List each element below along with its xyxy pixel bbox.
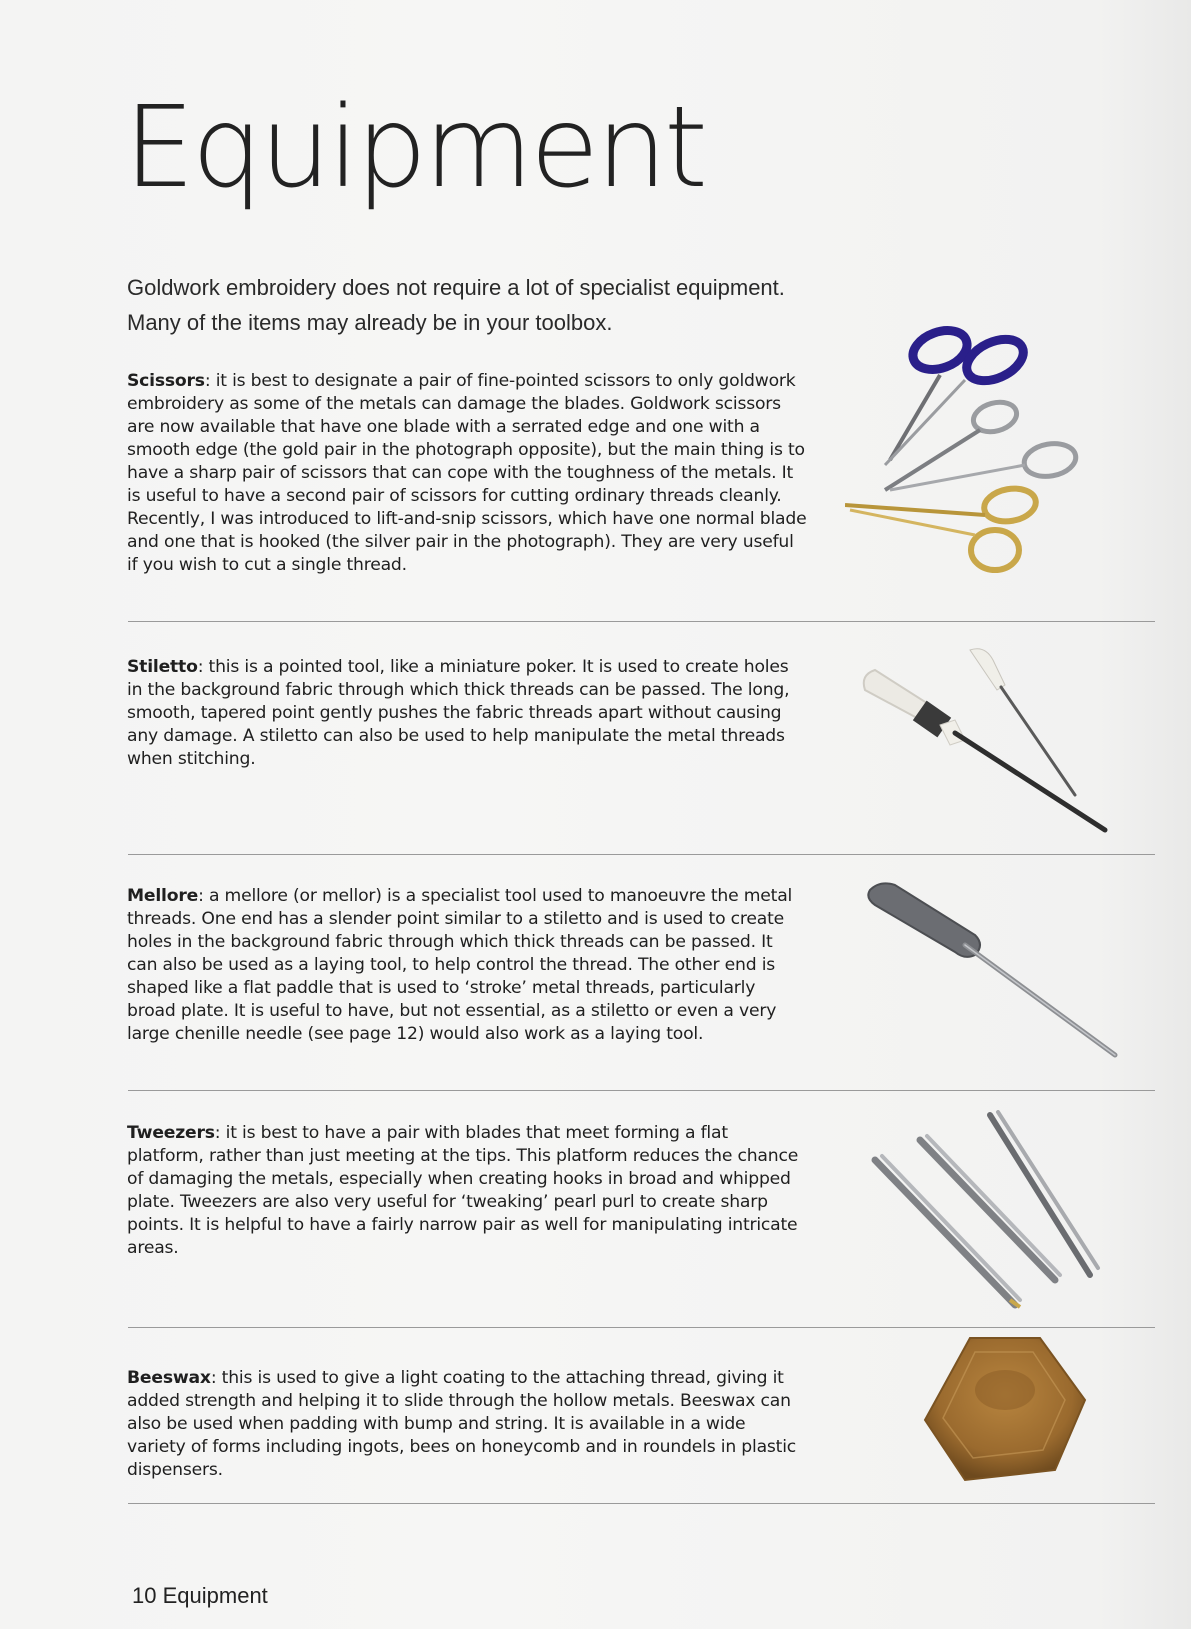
section-divider: [128, 621, 1155, 622]
section-divider: [128, 1327, 1155, 1328]
beeswax-photo: [915, 1330, 1095, 1495]
beeswax-term: Beeswax: [127, 1368, 211, 1388]
small-stiletto-icon: [970, 649, 1075, 795]
beeswax-icon: [925, 1338, 1085, 1480]
tweezers-icon: [875, 1112, 1098, 1307]
tweezers-description: [127, 1122, 807, 1260]
tweezers-text: : it is best to have a pair with blades that meet forming a flat platform, rather than just meeting at the tips. This platform reduces the chance of damaging the metals, especially when creating hooks in broad and whipped plate. Tweezers are also very useful for ‘tweaking’ pearl purl to create sharp points. It is helpful to have a fairly narrow pair as well for manipulating intricate areas.: [127, 1123, 799, 1258]
mellore-term: Mellore: [127, 886, 199, 906]
beeswax-description: [127, 1367, 807, 1482]
mellore-photo: [865, 880, 1125, 1060]
intro-text: Goldwork embroidery does not require a lot of specialist equipment. Many of the items may already be in your toolbox.: [127, 275, 785, 335]
gold-scissors-icon: [845, 485, 1038, 570]
stiletto-text: : this is a pointed tool, like a miniature poker. It is used to create holes in the background fabric through which thick threads can be passed. The long, smooth, tapered point gently pushes the fabric threads apart without causing any damage. A stiletto can also be used to help manipulate the metal threads when stitching.: [127, 657, 790, 769]
page-title: Equipment: [124, 83, 705, 213]
tweezers-term: Tweezers: [127, 1123, 215, 1143]
scissors-photo: [845, 320, 1095, 600]
section-divider: [128, 854, 1155, 855]
tweezers-photo: [870, 1110, 1130, 1310]
stiletto-photo: [855, 645, 1115, 840]
footer-section-name: Equipment: [162, 1583, 268, 1608]
page-footer: [132, 1583, 268, 1609]
scissors-term: Scissors: [127, 371, 205, 391]
page-number: 10: [132, 1583, 157, 1608]
mellore-text: : a mellore (or mellor) is a specialist tool used to manoeuvre the metal threads. One end has a slender point similar to a stiletto and is used to create holes in the background fabric through which thick threads can be passed. It can also be used as a laying tool, to help control the thread. The other end is shaped like a flat paddle that is used to ‘stroke’ metal threads, particularly broad plate. It is useful to have, but not essential, as a stiletto or even a very large chenille needle (see page 12) would also work as a laying tool.: [127, 886, 793, 1044]
silver-scissors-icon: [885, 398, 1078, 490]
stiletto-description: [127, 656, 807, 771]
section-divider: [128, 1503, 1155, 1504]
beeswax-text: : this is used to give a light coating to the attaching thread, giving it added strength and helping it to slide through the hollow metals. Beeswax can also be used when padding with bump and string. It is available in a wide variety of forms including ingots, bees on honeycomb and in roundels in plastic dispensers.: [127, 1368, 797, 1480]
section-divider: [128, 1090, 1155, 1091]
large-stiletto-icon: [864, 670, 1105, 830]
stiletto-term: Stiletto: [127, 657, 198, 677]
mellore-icon: [868, 883, 1115, 1055]
scissors-description: [127, 370, 807, 577]
mellore-description: [127, 885, 807, 1046]
scissors-text: : it is best to designate a pair of fine-pointed scissors to only goldwork embroidery as some of the metals can damage the blades. Goldwork scissors are now available that have one blade with a serrated edge and one with a smooth edge (the gold pair in the photograph opposite), but the main thing is to have a sharp pair of scissors that can cope with the toughness of the metals. It is useful to have a second pair of scissors for cutting ordinary threads cleanly. Recently, I was introduced to lift-and-snip scissors, which have one normal blade and one that is hooked (the silver pair in the photograph). They are very useful if you wish to cut a single thread.: [127, 371, 807, 575]
